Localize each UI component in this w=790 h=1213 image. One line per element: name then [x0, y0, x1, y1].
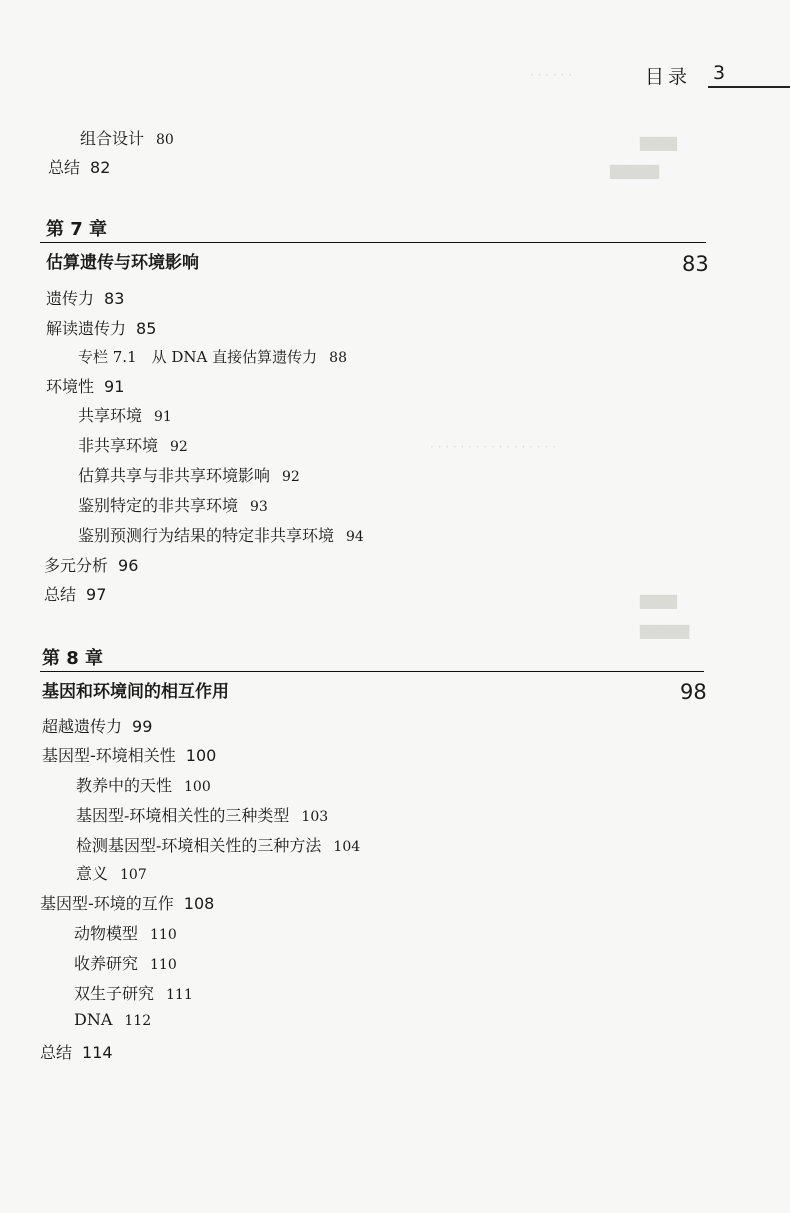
- toc-entry[interactable]: [78, 463, 300, 486]
- toc-entry-page: 114: [82, 1043, 113, 1062]
- bleed-through-text: ▆▆▆▆: [640, 620, 690, 639]
- toc-entry-label: 基因型-环境的互作: [40, 894, 174, 913]
- toc-entry-label: 动物模型: [74, 924, 139, 943]
- toc-entry-label: 遗传力: [46, 289, 95, 308]
- toc-entry-page: 83: [104, 289, 125, 308]
- chapter-7-label: 第 7 章: [46, 219, 108, 240]
- header-page-number: 3: [713, 62, 726, 84]
- bleed-through-text: · · · · · · · · · · · · · · · · ·: [430, 440, 556, 454]
- toc-entry-label: 环境性: [46, 377, 95, 396]
- toc-entry-label: 组合设计: [80, 129, 145, 148]
- toc-entry-label: 非共享环境: [78, 436, 159, 455]
- toc-entry-page: 99: [132, 717, 153, 736]
- chapter-7-title[interactable]: 估算遗传与环境影响: [46, 253, 199, 273]
- toc-entry[interactable]: [76, 773, 211, 796]
- chapter-8-label: 第 8 章: [42, 648, 104, 669]
- toc-entry-page: 100: [184, 779, 211, 795]
- toc-entry-page: 92: [170, 439, 188, 455]
- toc-entry-page: 85: [136, 319, 157, 338]
- toc-entry-page: 92: [282, 469, 300, 485]
- toc-entry[interactable]: [42, 714, 152, 737]
- toc-entry-label: 鉴别特定的非共享环境: [78, 496, 239, 515]
- toc-entry[interactable]: [76, 803, 328, 826]
- chapter-7-rule: [40, 242, 706, 243]
- toc-entry-page: 91: [154, 409, 172, 425]
- toc-entry-label: 总结: [48, 158, 81, 177]
- toc-entry[interactable]: [78, 523, 364, 546]
- toc-entry-page: 97: [86, 585, 107, 604]
- bleed-through-text: ▆▆▆: [640, 590, 677, 609]
- toc-entry[interactable]: [46, 374, 124, 397]
- toc-entry[interactable]: [80, 126, 174, 149]
- chapter-8-rule: [40, 671, 704, 672]
- toc-entry[interactable]: [76, 861, 147, 884]
- toc-entry-page: 88: [329, 350, 347, 366]
- toc-entry-page: 93: [250, 499, 268, 515]
- toc-entry[interactable]: [46, 286, 124, 309]
- toc-entry-page: 110: [150, 957, 177, 973]
- toc-entry[interactable]: [78, 403, 172, 426]
- chapter-8-title[interactable]: 基因和环境间的相互作用: [42, 682, 229, 702]
- toc-entry-page: 110: [150, 927, 177, 943]
- toc-entry-label: 检测基因型-环境相关性的三种方法: [76, 836, 322, 855]
- toc-entry-page: 111: [166, 987, 193, 1003]
- toc-entry[interactable]: [40, 891, 214, 914]
- toc-entry[interactable]: [44, 553, 138, 576]
- toc-entry[interactable]: [48, 155, 110, 178]
- toc-entry-label: 专栏 7.1 从 DNA 直接估算遗传力: [78, 348, 318, 366]
- toc-entry-label: 双生子研究: [74, 984, 155, 1003]
- toc-entry[interactable]: [76, 833, 360, 856]
- toc-entry[interactable]: [78, 493, 268, 516]
- toc-entry[interactable]: [46, 316, 156, 339]
- bleed-through-text: ▆▆▆: [640, 132, 677, 151]
- toc-entry-label: 意义: [76, 864, 109, 883]
- toc-entry-label: 超越遗传力: [42, 717, 123, 736]
- toc-entry-label: 多元分析: [44, 556, 109, 575]
- toc-entry-label: 解读遗传力: [46, 319, 127, 338]
- toc-entry[interactable]: [44, 582, 106, 605]
- toc-entry[interactable]: [78, 433, 188, 456]
- toc-entry-page: 103: [301, 809, 329, 825]
- toc-entry[interactable]: [74, 921, 177, 944]
- toc-entry-page: 91: [104, 377, 125, 396]
- toc-entry[interactable]: [74, 981, 193, 1004]
- toc-entry-page: 107: [120, 867, 147, 883]
- toc-entry[interactable]: [74, 1010, 151, 1029]
- toc-entry-label: 总结: [44, 585, 77, 604]
- toc-entry-page: 82: [90, 158, 111, 177]
- toc-entry-page: 94: [346, 529, 364, 545]
- toc-entry-page: 108: [183, 894, 215, 913]
- toc-entry-page: 104: [333, 839, 361, 855]
- header-rule: [708, 86, 790, 88]
- bleed-through-text: · · · · · ·: [530, 68, 572, 82]
- toc-entry-label: 教养中的天性: [76, 776, 173, 795]
- toc-entry-label: DNA: [74, 1010, 113, 1029]
- toc-entry-page: 112: [124, 1013, 152, 1029]
- toc-entry-label: 鉴别预测行为结果的特定非共享环境: [78, 526, 335, 545]
- toc-entry-box[interactable]: [78, 346, 347, 367]
- toc-entry[interactable]: [42, 743, 216, 766]
- toc-entry-label: 共享环境: [78, 406, 143, 425]
- chapter-8-page: 98: [680, 680, 707, 704]
- header-title: 目录: [645, 66, 692, 88]
- toc-entry-label: 基因型-环境相关性的三种类型: [76, 806, 290, 825]
- toc-entry[interactable]: [74, 951, 177, 974]
- toc-entry-page: 80: [156, 132, 174, 148]
- toc-entry-label: 收养研究: [74, 954, 139, 973]
- bleed-through-text: ▆▆▆▆: [610, 160, 660, 179]
- toc-entry-label: 总结: [40, 1043, 73, 1062]
- toc-entry-page: 100: [185, 746, 217, 765]
- toc-entry-page: 96: [118, 556, 139, 575]
- toc-entry[interactable]: [40, 1040, 113, 1063]
- chapter-7-page: 83: [682, 252, 709, 276]
- toc-entry-label: 基因型-环境相关性: [42, 746, 176, 765]
- toc-entry-label: 估算共享与非共享环境影响: [78, 466, 271, 485]
